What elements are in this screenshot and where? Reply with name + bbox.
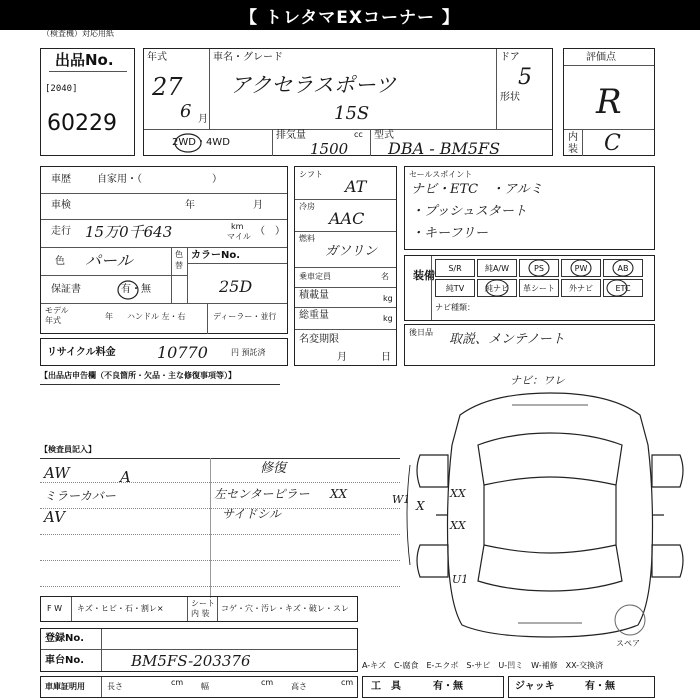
diagram-front-note: ナビ：ワレ bbox=[510, 374, 565, 387]
later-items-box bbox=[404, 324, 655, 366]
diagram-u1: U1 bbox=[452, 573, 469, 586]
rating-value: R bbox=[596, 82, 622, 122]
warranty-label: 保証書 bbox=[51, 284, 81, 295]
sales-points-label: セールスポイント bbox=[409, 170, 473, 179]
history-label: 車歴 bbox=[51, 174, 71, 185]
inspector-line-av: AV bbox=[44, 508, 65, 526]
warranty-circle bbox=[117, 279, 141, 301]
chassis-label: 車台No. bbox=[45, 655, 85, 666]
rating-label: 評価点 bbox=[586, 52, 616, 63]
rating-box bbox=[563, 48, 655, 156]
dealer-options: ディーラー・並行 bbox=[213, 312, 277, 321]
load-label: 積載量 bbox=[299, 290, 329, 301]
inspector-label: 【検査員記入】 bbox=[40, 445, 96, 454]
equip-ab: AB bbox=[603, 259, 643, 277]
doors-label: ドア bbox=[500, 52, 520, 63]
type-label: 型式 bbox=[374, 130, 394, 141]
equip-aw: 純A/W bbox=[477, 259, 517, 277]
mileage-km: km bbox=[231, 222, 244, 231]
fw-text: キズ・ヒビ・石・割レ× bbox=[77, 604, 164, 613]
reg-change-day: 日 bbox=[381, 352, 391, 363]
weight-label: 総重量 bbox=[299, 310, 329, 321]
vehicle-box bbox=[143, 48, 553, 156]
color-replace-1: 色 bbox=[175, 250, 183, 259]
warranty-options: 有・無 bbox=[121, 284, 151, 295]
reg-change-label: 名変期限 bbox=[299, 334, 339, 345]
details-box bbox=[40, 166, 288, 334]
cert-width: 幅 bbox=[201, 682, 209, 691]
mileage-value: 15万0千643 bbox=[85, 223, 173, 241]
navi-type-label: ナビ種類： bbox=[435, 303, 475, 312]
color-no-label: カラーNo. bbox=[191, 250, 241, 261]
capacity-unit: 名 bbox=[381, 272, 389, 281]
spare-tire-icon bbox=[612, 602, 648, 638]
later-items-label: 後日品 bbox=[409, 328, 433, 337]
mileage-label: 走行 bbox=[51, 226, 71, 237]
equip-navi: 純ナビ bbox=[477, 279, 517, 297]
shift-label: シフト bbox=[299, 170, 323, 179]
equipment-box bbox=[404, 255, 655, 321]
inspector-line-mirror: ミラーカバー bbox=[44, 489, 116, 503]
registration-label: 登録No. bbox=[45, 633, 85, 644]
diagram-w1: W1 bbox=[392, 493, 411, 506]
recycle-box bbox=[40, 338, 288, 366]
repair-line-1: 左センターピラー bbox=[214, 487, 310, 501]
shaken-month: 月 bbox=[253, 200, 263, 211]
garage-cert-row bbox=[40, 676, 358, 698]
interior-label-2: 装 bbox=[568, 144, 578, 155]
equipment-circles bbox=[519, 257, 659, 301]
shaken-year: 年 bbox=[185, 200, 195, 211]
lot-stamp: [2040] bbox=[45, 84, 78, 94]
lot-number: 60229 bbox=[47, 111, 117, 136]
header-banner: 【 トレタマEXコーナー 】 bbox=[0, 0, 700, 30]
doors-value: 5 bbox=[518, 65, 532, 90]
model-label: 車名・グレード bbox=[213, 52, 283, 63]
jack-label: ジャッキ bbox=[515, 681, 555, 692]
diagram-xx-2: XX bbox=[450, 519, 466, 532]
displacement-value: 1500 bbox=[310, 140, 349, 158]
equip-tv: 純TV bbox=[435, 279, 475, 297]
displacement-unit: cc bbox=[354, 130, 363, 139]
tools-label: 工 具 bbox=[371, 681, 401, 692]
cert-height: 高さ bbox=[291, 682, 307, 691]
weight-unit: kg bbox=[383, 314, 393, 323]
ac-value: AAC bbox=[329, 209, 365, 228]
chassis-value: BM5FS-203376 bbox=[131, 652, 251, 670]
handle-options: ハンドル 左・右 bbox=[127, 312, 186, 321]
top-note: （検査機）対応用紙 bbox=[42, 29, 114, 38]
month-unit: 月 bbox=[198, 114, 208, 125]
month-value: 6 bbox=[180, 101, 192, 122]
color-no-value: 25D bbox=[219, 277, 253, 296]
fuel-label: 燃料 bbox=[299, 234, 315, 243]
shift-value: AT bbox=[345, 177, 367, 196]
model-year-unit: 年 bbox=[105, 312, 113, 321]
year-value: 27 bbox=[152, 73, 183, 101]
sales-point-2: ・プッシュスタート bbox=[411, 204, 527, 219]
mileage-mile: マイル bbox=[227, 232, 251, 241]
year-label: 年式 bbox=[147, 52, 167, 63]
cert-width-unit: cm bbox=[261, 678, 274, 687]
model-name: アクセラスポーツ bbox=[230, 73, 396, 97]
seat-label-2: 内 装 bbox=[191, 609, 210, 618]
equip-ps: PS bbox=[519, 259, 559, 277]
equip-etc: ETC bbox=[603, 279, 643, 297]
lot-box bbox=[40, 48, 135, 156]
repair-line-2: サイドシル bbox=[222, 507, 281, 521]
cert-height-unit: cm bbox=[341, 678, 354, 687]
interior-label-1: 内 bbox=[568, 132, 578, 143]
spare-label: スペア bbox=[616, 639, 640, 648]
fuel-value: ガソリン bbox=[325, 244, 378, 259]
sales-point-3: ・キーフリー bbox=[411, 226, 488, 241]
displacement-label: 排気量 bbox=[276, 130, 306, 141]
type-value: DBA - BM5FS bbox=[388, 139, 501, 158]
lot-label: 出品No. bbox=[55, 51, 114, 69]
model-year-label-2: 年式 bbox=[45, 316, 61, 325]
cert-length-unit: cm bbox=[171, 678, 184, 687]
exhibitor-note-label: 【出品店申告欄（不良箇所・欠品・主な修復事項等）】 bbox=[40, 371, 236, 380]
equip-leather: 革シート bbox=[519, 279, 559, 297]
sales-point-1: ナビ・ETC ・アルミ bbox=[411, 182, 543, 197]
drive-circle bbox=[174, 131, 204, 155]
color-label: 色 bbox=[55, 256, 65, 267]
equip-pw: PW bbox=[561, 259, 601, 277]
load-unit: kg bbox=[383, 294, 393, 303]
recycle-label: リサイクル料金 bbox=[47, 347, 116, 358]
tools-box bbox=[362, 676, 504, 698]
inspector-line-aw: AW bbox=[44, 464, 70, 482]
auction-sheet bbox=[0, 30, 700, 700]
equipment-label-1: 装備 bbox=[413, 269, 435, 282]
fw-row bbox=[40, 596, 358, 622]
interior-value: C bbox=[604, 131, 621, 156]
seat-label-1: シート bbox=[191, 599, 215, 608]
cert-label: 車庫証明用 bbox=[45, 682, 85, 691]
color-replace-2: 替 bbox=[175, 261, 183, 270]
repair-xx: XX bbox=[330, 487, 348, 501]
equip-ext-navi: 外ナビ bbox=[561, 279, 601, 297]
ac-label: 冷房 bbox=[299, 202, 315, 211]
jack-box bbox=[508, 676, 655, 698]
history-options: 自家用・（ ） bbox=[97, 174, 222, 185]
drive-label: 2WD・4WD bbox=[172, 137, 230, 148]
recycle-value: 10770 bbox=[157, 343, 208, 362]
recycle-unit: 円 預託済 bbox=[231, 348, 266, 357]
later-items-value: 取説、メンテノート bbox=[449, 332, 565, 347]
damage-legend: A-キズ C-腐食 E-エクボ S-サビ U-凹ミ W-補修 XX-交換済 bbox=[362, 661, 604, 670]
repair-title: 修復 bbox=[260, 461, 287, 476]
seat-text: コゲ・穴・汚レ・キズ・破レ・スレ bbox=[221, 604, 349, 613]
sales-points-box bbox=[404, 166, 655, 250]
capacity-label: 乗車定員 bbox=[299, 272, 331, 281]
shaken-label: 車検 bbox=[51, 200, 71, 211]
model-grade: 15S bbox=[334, 103, 370, 124]
model-year-label-1: モデル bbox=[45, 306, 69, 315]
mileage-paren: （ ） bbox=[255, 226, 285, 237]
equip-sr: S/R bbox=[435, 259, 475, 277]
cert-length: 長さ bbox=[107, 682, 123, 691]
inspector-a-mark: A bbox=[120, 468, 131, 486]
reg-change-month: 月 bbox=[337, 352, 347, 363]
fw-label: F W bbox=[47, 604, 63, 613]
color-value: パール bbox=[85, 251, 133, 270]
tools-options: 有・無 bbox=[433, 681, 463, 692]
registration-box bbox=[40, 628, 358, 672]
diagram-x: X bbox=[416, 499, 425, 513]
diagram-xx-1: XX bbox=[450, 487, 466, 500]
shape-label: 形状 bbox=[500, 92, 520, 103]
spec-box bbox=[294, 166, 397, 366]
jack-options: 有・無 bbox=[585, 681, 615, 692]
